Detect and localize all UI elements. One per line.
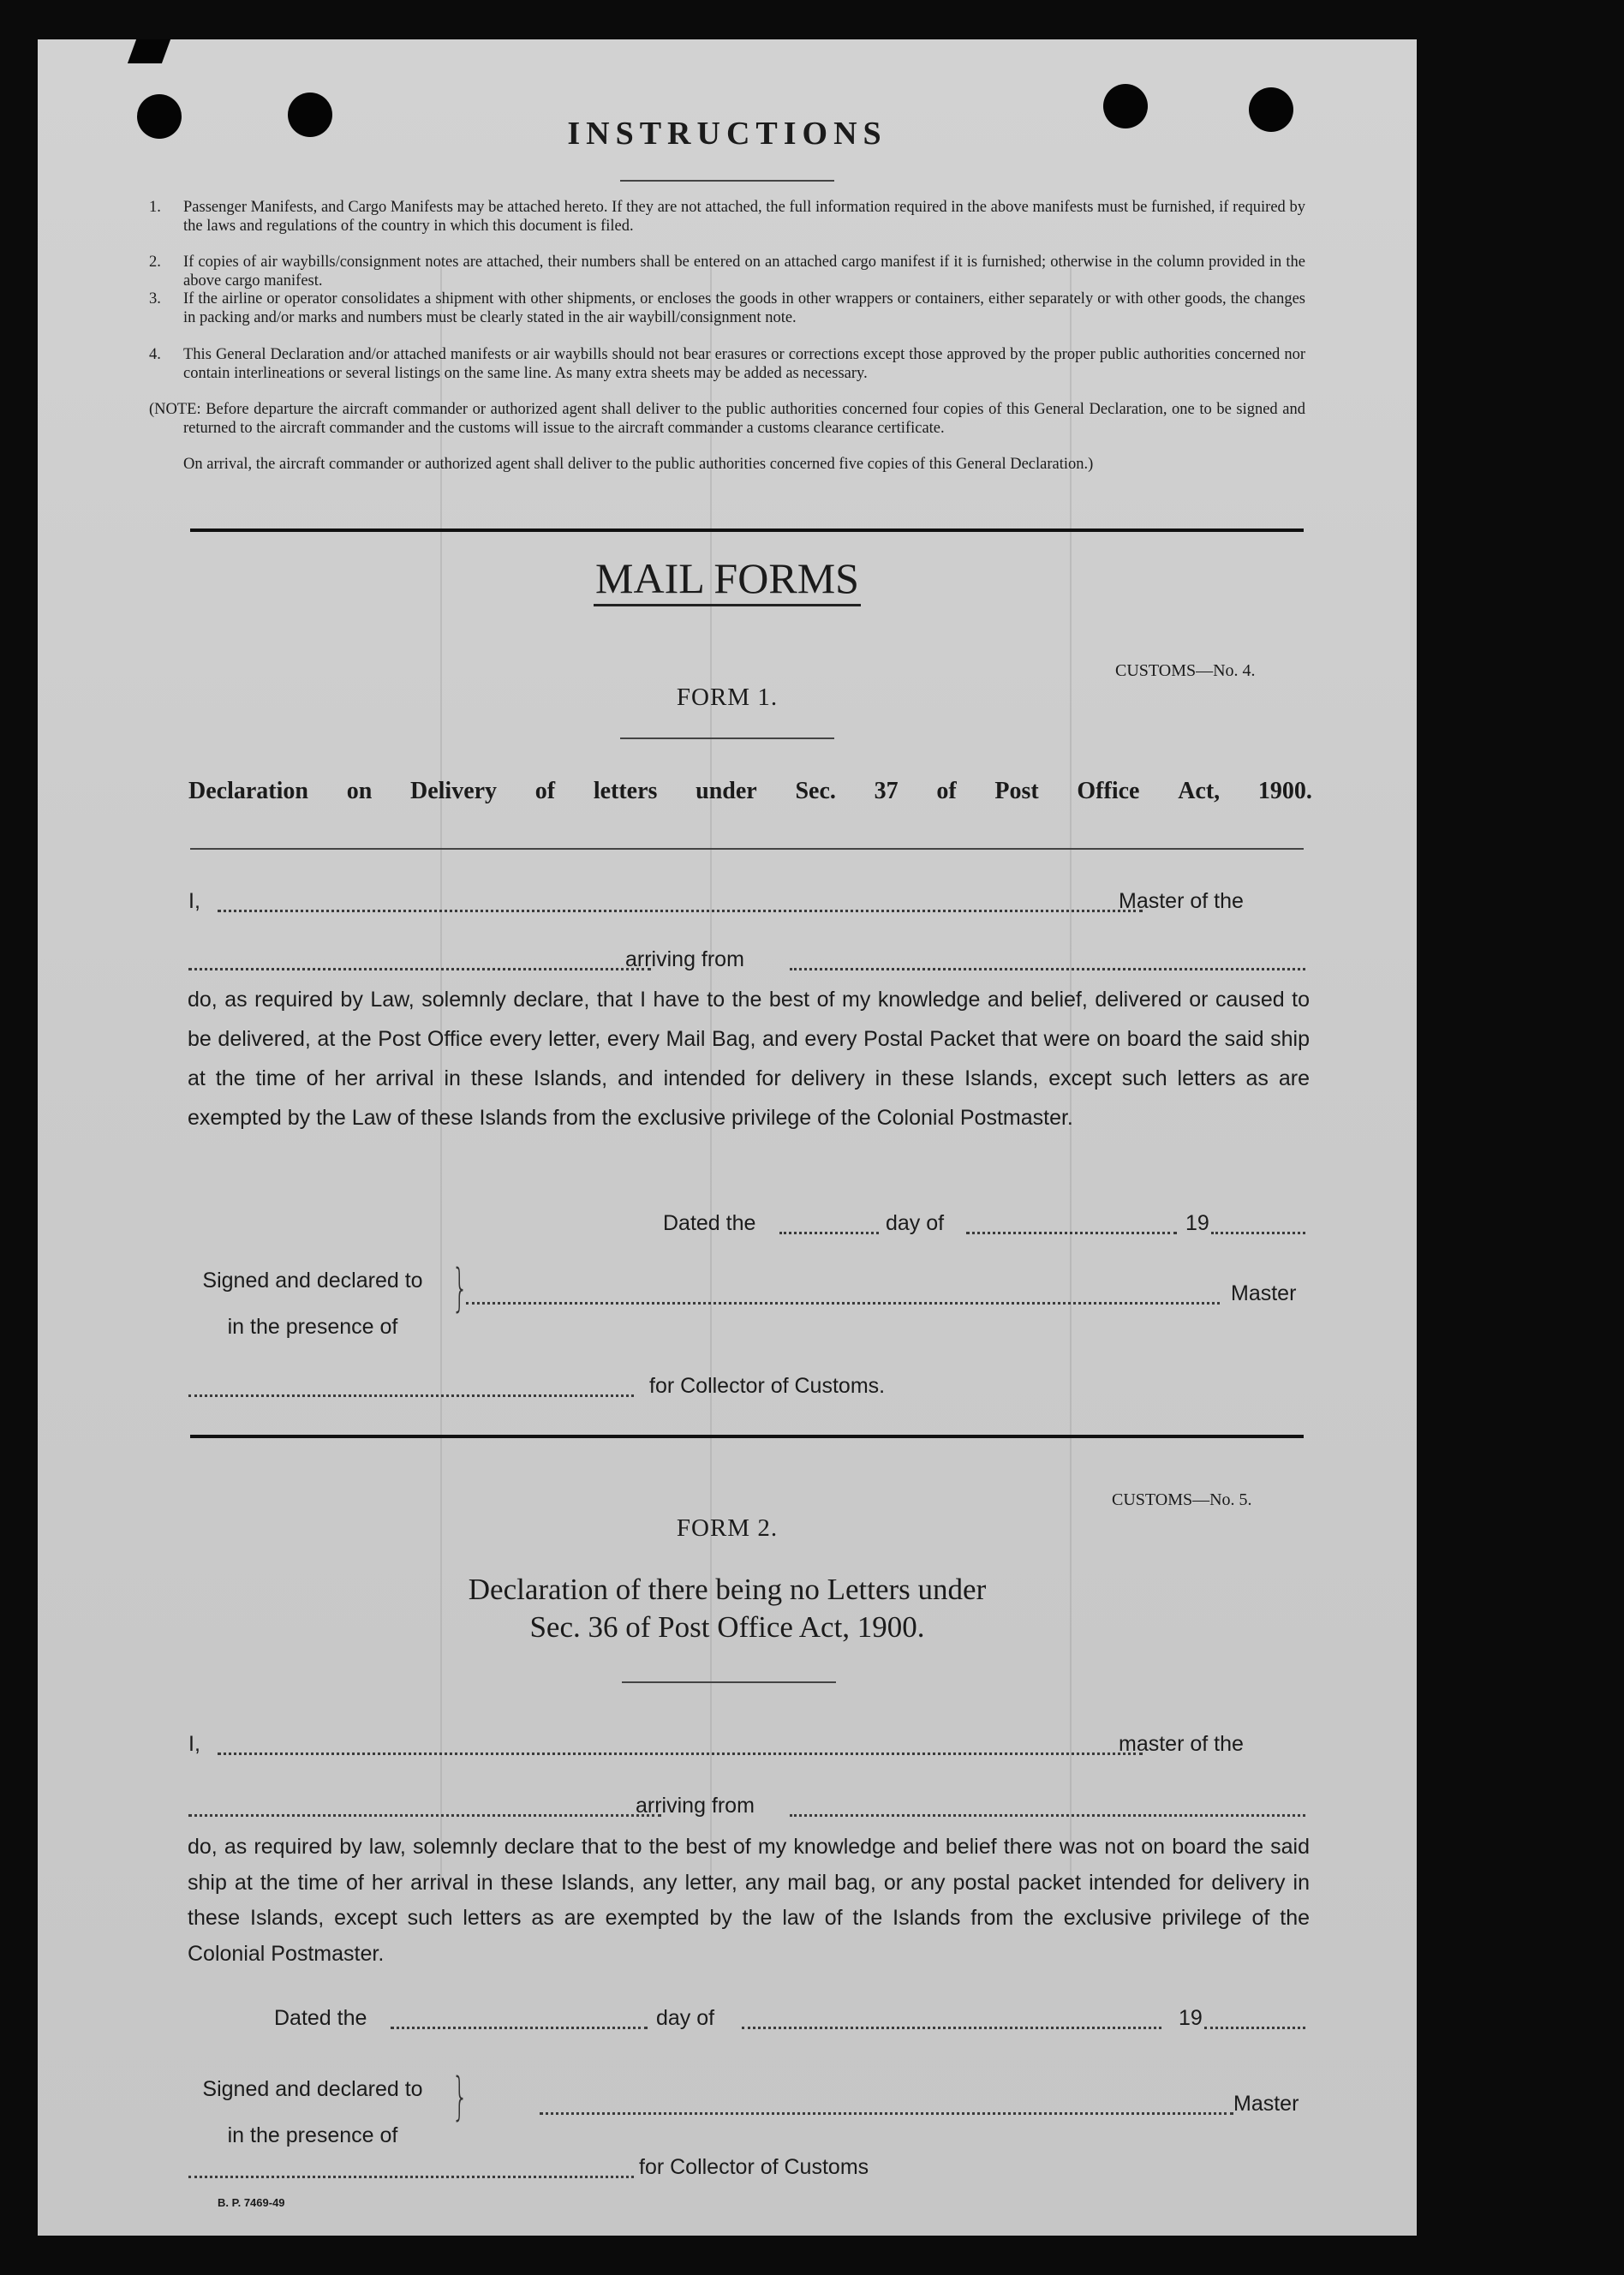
month-field[interactable] <box>966 1232 1177 1234</box>
master-label: Master <box>1231 1281 1297 1305</box>
ship-name-field[interactable] <box>188 968 651 970</box>
year-field[interactable] <box>1211 1232 1305 1234</box>
separator-line <box>190 848 1304 850</box>
i-label: I, <box>188 1732 200 1756</box>
date-field[interactable] <box>391 2027 648 2029</box>
date-field[interactable] <box>779 1232 879 1234</box>
signed-declared-label: Signed and declared to in the presence of <box>202 1269 423 1339</box>
section-divider <box>190 528 1304 532</box>
collector-signature-field[interactable] <box>188 1394 634 1397</box>
brace-icon: } <box>451 1258 469 1318</box>
signed-declared-label: Signed and declared to in the presence of <box>202 2077 423 2147</box>
instruction-note-arrival <box>183 456 1305 475</box>
month-field[interactable] <box>742 2027 1161 2029</box>
arriving-from-label: arriving from <box>625 947 744 971</box>
master-label: Master <box>1233 2092 1299 2116</box>
declaration-body: do, as required by Law, solemnly declare, that I have to the best of my knowledge and belief, delivered or caused to be delivered, at the Post Office every letter, every Mail Bag, and every Postal Packet that were on board the said ship at the time of her arrival in these Islands, and intended for delivery in these Islands, except such letters as are exempted by the Law of these Islands from the exclusive privilege of the Colonial Postmaster. <box>188 988 1310 1130</box>
title-underline <box>622 1681 836 1683</box>
instruction-text: Passenger Manifests, and Cargo Manifests may be attached hereto. If they are not attached, the full information required in the above manifests must be furnished, if required by the laws and regulations of the country in which this document is filed. <box>183 199 1305 235</box>
year-prefix: 19 <box>1179 2006 1203 2030</box>
brace-icon: } <box>451 2067 469 2127</box>
master-of-the-label: Master of the <box>1119 889 1244 913</box>
i-label: I, <box>188 889 200 913</box>
master-signature-field[interactable] <box>540 2112 1233 2115</box>
arriving-from-label: arriving from <box>636 1794 755 1818</box>
ship-name-field[interactable] <box>188 1814 661 1817</box>
day-of-label: day of <box>656 2006 715 2030</box>
customs-number: CUSTOMS—No. 4. <box>1115 661 1256 680</box>
customs-number: CUSTOMS—No. 5. <box>1112 1490 1252 1509</box>
year-prefix: 19 <box>1185 1211 1209 1235</box>
day-of-label: day of <box>886 1211 945 1235</box>
master-signature-field[interactable] <box>466 1302 1220 1305</box>
arriving-from-field[interactable] <box>790 968 1305 970</box>
instruction-note <box>149 401 1305 438</box>
collector-signature-field[interactable] <box>188 2176 634 2178</box>
arriving-from-field[interactable] <box>790 1814 1305 1817</box>
instruction-number: 3. <box>149 290 161 308</box>
instruction-text: If the airline or operator consolidates a shipment with other shipments, or encloses the goods in other wrappers or containers, either separately or with other goods, the changes in packing and/or marks and numbers must be clearly stated in the air waybill/consignment note. <box>183 290 1305 326</box>
note-text: (NOTE: Before departure the aircraft commander or authorized agent shall deliver to the public authorities concerned four copies of this General Declaration, one to be signed and returned to the aircraft commander and the customs will issue to the aircraft commander a customs clearance certificate. <box>149 401 1305 437</box>
form2-heading: Declaration of there being no Letters under Sec. 36 of Post Office Act, 1900. <box>468 1573 987 1644</box>
instruction-number: 4. <box>149 346 161 363</box>
collector-label: for Collector of Customs <box>639 2155 869 2179</box>
dated-the-label: Dated the <box>274 2006 367 2030</box>
title-underline <box>620 737 834 739</box>
collector-label: for Collector of Customs. <box>649 1374 886 1398</box>
section-divider <box>190 1435 1304 1438</box>
corner-damage <box>128 39 170 63</box>
master-name-field[interactable] <box>218 910 1143 912</box>
heading-underline <box>620 180 834 182</box>
mail-forms-title: MAIL FORMS <box>38 553 1417 603</box>
instructions-heading: INSTRUCTIONS <box>567 116 887 152</box>
note-arrival-text: On arrival, the aircraft commander or authorized agent shall deliver to the public authorities concerned five copies of this General Declaration.) <box>183 456 1094 473</box>
declaration-heading: Declaration on Delivery of letters under Sec. 37 of Post Office Act, 1900. <box>188 778 1312 804</box>
form-title: FORM 1. <box>676 684 779 711</box>
instruction-number: 1. <box>149 199 161 216</box>
master-name-field[interactable] <box>218 1753 1143 1755</box>
dated-the-label: Dated the <box>663 1211 756 1235</box>
master-of-the-label: master of the <box>1119 1732 1244 1756</box>
instruction-text: If copies of air waybills/consignment notes are attached, their numbers shall be entered on an attached cargo manifest if it is furnished; otherwise in the column provided in the above cargo manifest. <box>183 254 1305 290</box>
declaration-body: do, as required by law, solemnly declare that to the best of my knowledge and belief there was not on board the said ship at the time of her arrival in these Islands, any letter, any mail bag, or any postal packet intended for delivery in these Islands, except such letters as are exempted by the law of the Islands from the exclusive privilege of the Colonial Postmaster. <box>188 1835 1310 1966</box>
instruction-text: This General Declaration and/or attached manifests or air waybills should not bear erasures or corrections except those approved by the proper public authorities concerned nor contain interlineations or several listings on the same line. As many extra sheets may be added as necessary. <box>183 346 1305 382</box>
year-field[interactable] <box>1204 2027 1305 2029</box>
instruction-item-2 <box>149 254 1305 290</box>
footer-code: B. P. 7469-49 <box>218 2196 285 2209</box>
instruction-item-4 <box>149 346 1305 383</box>
form-title: FORM 2. <box>676 1514 779 1542</box>
instruction-number: 2. <box>149 254 161 271</box>
instruction-item-1 <box>149 199 1305 236</box>
instruction-item-3 <box>149 290 1305 327</box>
document-page <box>38 39 1417 2236</box>
